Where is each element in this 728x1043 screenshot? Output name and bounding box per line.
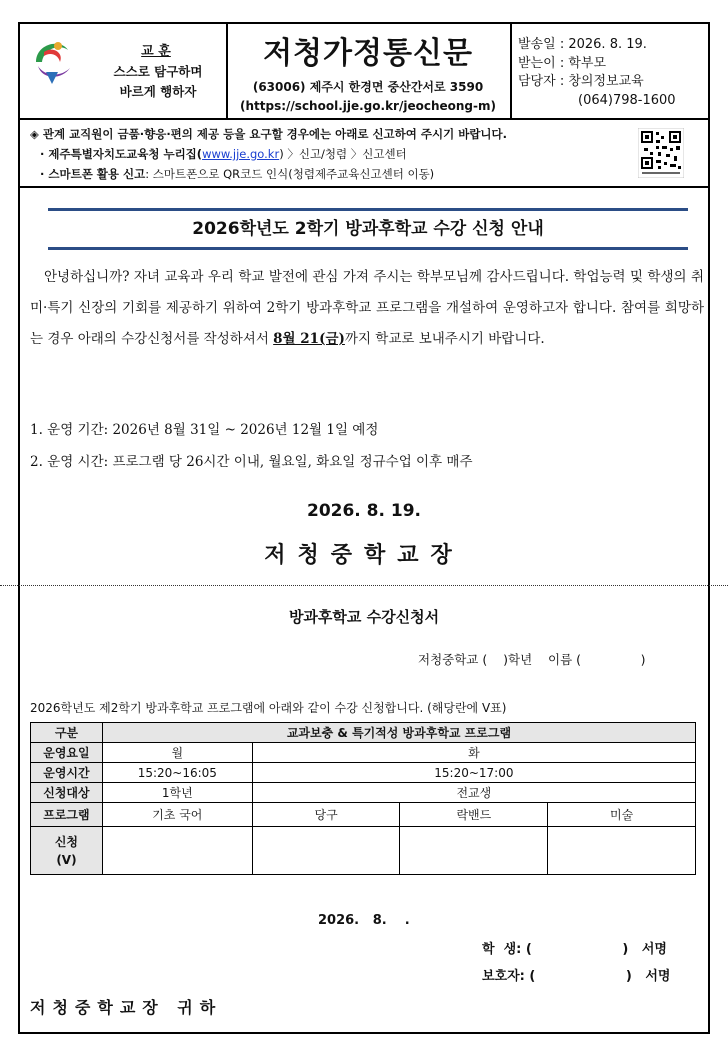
notice-smartphone-label: · 스마트폰 활용 신고 bbox=[40, 167, 146, 181]
apply-checkbox-cell[interactable] bbox=[102, 827, 252, 875]
program-table bbox=[30, 722, 696, 875]
integrity-notice bbox=[30, 124, 630, 184]
body-end: 까지 학교로 보내주시기 바랍니다. bbox=[344, 331, 545, 347]
apply-checkbox-cell[interactable] bbox=[252, 827, 400, 875]
parent-signature-line[interactable]: 보호자: ( ) 서명 bbox=[482, 969, 671, 984]
apply-header: 신청 bbox=[54, 834, 79, 849]
student-signature-line[interactable]: 학 생: ( ) 서명 bbox=[482, 942, 667, 957]
notice-divider bbox=[18, 186, 710, 188]
newsletter-meta: 발송일 : 2026. 8. 19. 받는이 : 학부모 담당자 : 창의정보교육 (064)798-1600 bbox=[518, 36, 706, 110]
notice-line-prefix: · 제주특별자치도교육청 누리집( bbox=[40, 147, 203, 161]
table-cell: 1학년 bbox=[102, 783, 252, 803]
school-motto bbox=[94, 62, 222, 102]
table-header: 구분 bbox=[31, 723, 103, 743]
apply-checkbox-cell[interactable] bbox=[400, 827, 548, 875]
table-header: 신청대상 bbox=[31, 783, 103, 803]
table-row bbox=[31, 783, 696, 803]
operation-time: 2. 운영 시간: 프로그램 당 26시간 이내, 월요일, 화요일 정규수업 이후 매주 bbox=[30, 454, 473, 470]
meta-value: 학부모 bbox=[568, 55, 607, 71]
meta-label: 발송일 bbox=[518, 37, 556, 52]
notice-line: ◈ 관계 교직원이 금품·향응·편의 제공 등을 요구할 경우에는 아래로 신고하여 주시기 바랍니다. bbox=[30, 127, 508, 141]
table-row bbox=[31, 723, 696, 743]
notice-title: 2026학년도 2학기 방과후학교 수강 신청 안내 bbox=[192, 219, 544, 239]
header-divider bbox=[18, 118, 710, 120]
notice-body bbox=[30, 262, 704, 355]
apply-checkbox-cell[interactable] bbox=[548, 827, 696, 875]
student-info-line[interactable]: 저청중학교 ( )학년 이름 ( ) bbox=[418, 652, 646, 667]
motto-title: 교 훈 bbox=[141, 44, 171, 59]
motto-line: 스스로 탐구하며 bbox=[113, 64, 203, 79]
form-footer: 저청중학교장 귀하 bbox=[30, 998, 223, 1017]
table-header: 운영시간 bbox=[31, 763, 103, 783]
school-url: (https://school.jje.go.kr/jeocheong-m) bbox=[240, 99, 496, 113]
motto-line: 바르게 행하자 bbox=[119, 84, 197, 99]
meta-label: 받는이 bbox=[518, 55, 556, 71]
deadline: 8월 21(금) bbox=[273, 331, 345, 347]
sign-date[interactable]: 2026. 8. . bbox=[318, 913, 410, 928]
body-intro: 안녕하십니까? 자녀 교육과 우리 학교 발전에 관심 가져 주시는 학부모님께 감사드립니다. 학업능력 및 학생의 취미·특기 신장의 기회를 제공하기 위하여 2학기 방과후학교 프로그램을 개설하여 운영하고자 합니다. 참여를 희망하는 경우 아래의 수강신청서를 작성하셔서 bbox=[30, 269, 704, 347]
meta-value: 창의정보교육 bbox=[568, 74, 644, 89]
notice-smartphone-text: : 스마트폰으로 QR코드 인식(청렴제주교육신고센터 이동) bbox=[145, 167, 435, 181]
title-rule bbox=[48, 247, 688, 250]
table-row bbox=[31, 743, 696, 763]
form-instruction: 2026학년도 제2학기 방과후학교 프로그램에 아래와 같이 수강 신청합니다. (해당란에 V표) bbox=[30, 701, 507, 715]
table-cell: 월 bbox=[102, 743, 252, 763]
education-office-link[interactable]: www.jje.go.kr bbox=[202, 147, 280, 161]
school-address bbox=[228, 78, 508, 116]
table-row bbox=[31, 763, 696, 783]
operation-period: 1. 운영 기간: 2026년 8월 31일 ~ 2026년 12월 1일 예정 bbox=[30, 422, 379, 438]
program-cell: 기초 국어 bbox=[102, 803, 252, 827]
program-cell: 미술 bbox=[548, 803, 696, 827]
principal-name: 저청중학교장 bbox=[264, 543, 464, 568]
program-cell: 당구 bbox=[252, 803, 400, 827]
program-cell: 락밴드 bbox=[400, 803, 548, 827]
meta-value: 2026. 8. 19. bbox=[568, 37, 647, 52]
apply-header-mark: (V) bbox=[56, 852, 77, 867]
qr-code-icon[interactable] bbox=[638, 128, 684, 178]
issue-date: 2026. 8. 19. bbox=[306, 501, 421, 521]
table-cell: 교과보충 & 특기적성 방과후학교 프로그램 bbox=[102, 723, 695, 743]
school-logo-icon bbox=[30, 32, 76, 88]
form-title: 방과후학교 수강신청서 bbox=[288, 608, 440, 626]
table-cell: 15:20~17:00 bbox=[252, 763, 695, 783]
notice-line-suffix: ) 〉신고/청렴 〉신고센터 bbox=[279, 147, 407, 161]
table-row bbox=[31, 803, 696, 827]
meta-phone: (064)798-1600 bbox=[578, 92, 676, 108]
table-header bbox=[31, 827, 103, 875]
address-text: (63006) 제주시 한경면 중산간서로 3590 bbox=[252, 80, 484, 94]
table-cell: 15:20~16:05 bbox=[102, 763, 252, 783]
title-rule bbox=[48, 208, 688, 211]
table-cell: 전교생 bbox=[252, 783, 695, 803]
table-cell: 화 bbox=[252, 743, 695, 763]
table-header: 운영요일 bbox=[31, 743, 103, 763]
cut-line bbox=[0, 585, 728, 586]
header-divider bbox=[510, 22, 512, 118]
table-header: 프로그램 bbox=[31, 803, 103, 827]
newsletter-title: 저청가정통신문 bbox=[263, 36, 473, 71]
meta-label: 담당자 bbox=[518, 74, 556, 89]
table-row bbox=[31, 827, 696, 875]
